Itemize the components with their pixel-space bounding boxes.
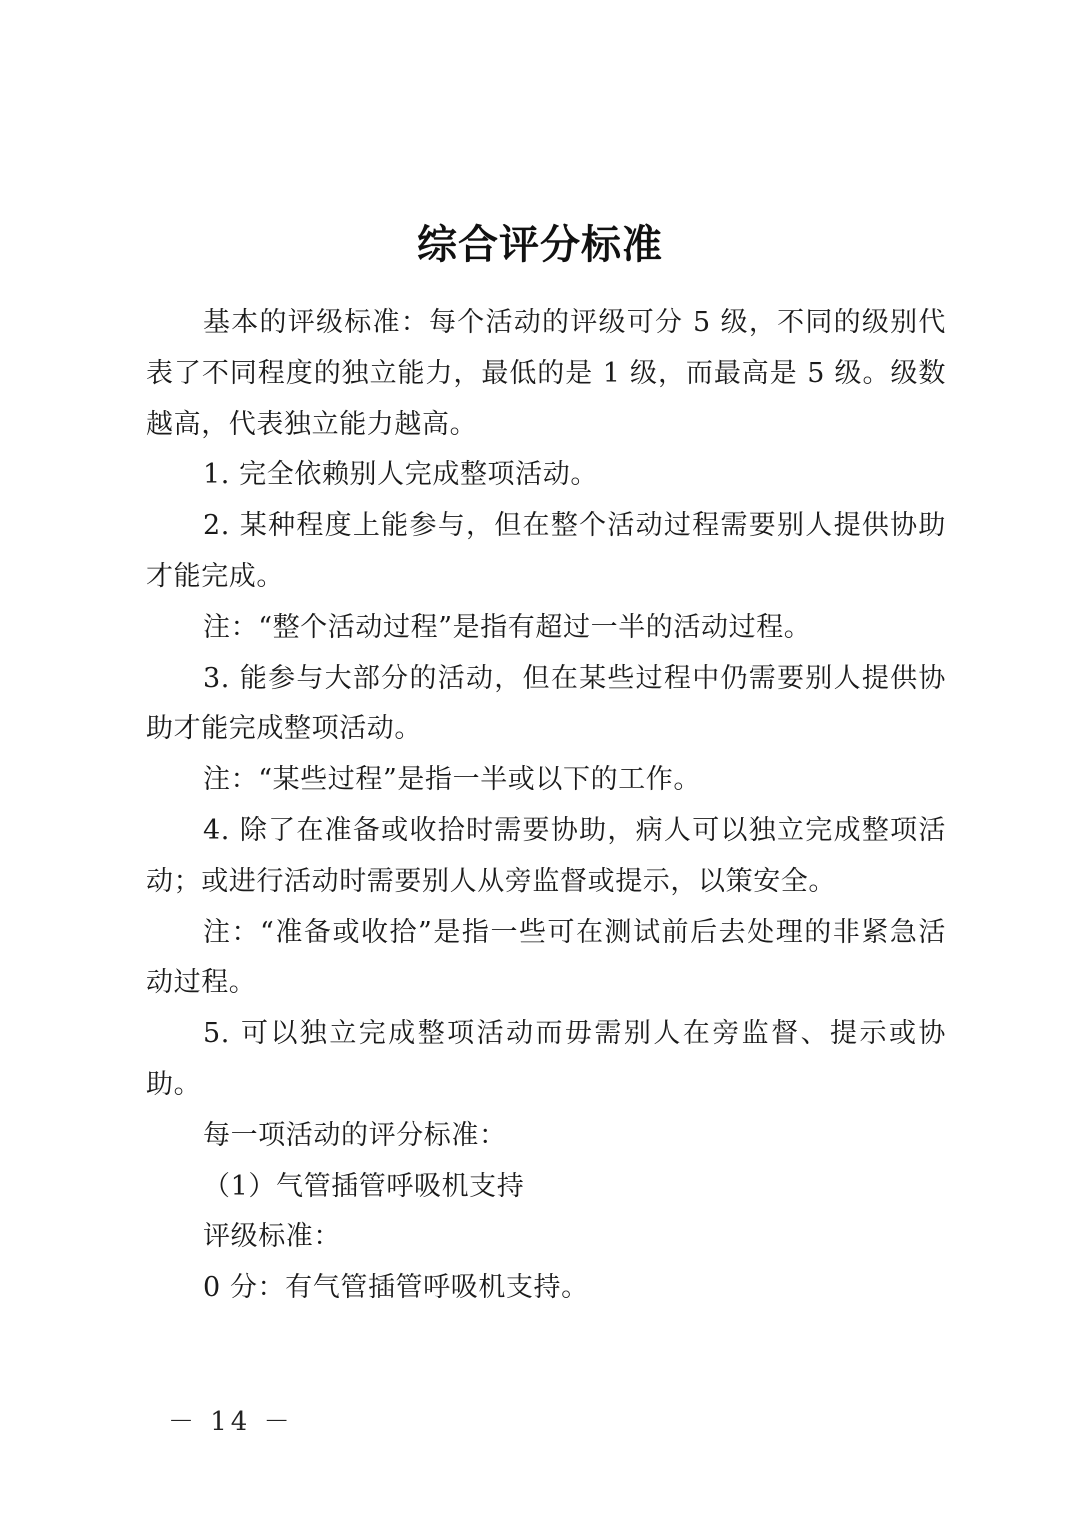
- paragraph-rating-header: 评级标准：: [203, 1221, 341, 1253]
- paragraph-intro: 基本的评级标准：每个活动的评级可分 5 级，不同的级别代表了不同程度的独立能力，最低的是 1 级，而最高是 5 级。级数越高，代表独立能力越高。: [146, 307, 946, 440]
- paragraph-level-4: 4. 除了在准备或收拾时需要协助，病人可以独立完成整项活动；或进行活动时需要别人从旁监督或提示，以策安全。: [146, 814, 946, 897]
- paragraph-level-3: 3. 能参与大部分的活动，但在某些过程中仍需要别人提供协助才能完成整项活动。: [146, 662, 946, 745]
- paragraph-level-2: 2. 某种程度上能参与，但在整个活动过程需要别人提供协助才能完成。: [146, 510, 946, 592]
- page-number: － 14 －: [168, 1407, 294, 1437]
- paragraph-rating-0: 0 分：有气管插管呼吸机支持。: [203, 1272, 589, 1304]
- paragraph-note-1: 注：“整个活动过程”是指有超过一半的活动过程。: [203, 611, 812, 643]
- paragraph-note-2: 注：“某些过程”是指一半或以下的工作。: [203, 764, 702, 796]
- paragraph-activity-intro: 每一项活动的评分标准：: [203, 1119, 507, 1151]
- paragraph-note-3: 注：“准备或收拾”是指一些可在测试前后去处理的非紧急活动过程。: [146, 916, 946, 999]
- paragraph-level-5: 5. 可以独立完成整项活动而毋需别人在旁监督、提示或协助。: [146, 1018, 946, 1100]
- paragraph-item-1: （1）气管插管呼吸机支持: [203, 1170, 525, 1202]
- page-title: 综合评分标准: [417, 220, 663, 268]
- document-body: [146, 298, 946, 1314]
- paragraph-level-1: 1. 完全依赖别人完成整项活动。: [203, 459, 598, 491]
